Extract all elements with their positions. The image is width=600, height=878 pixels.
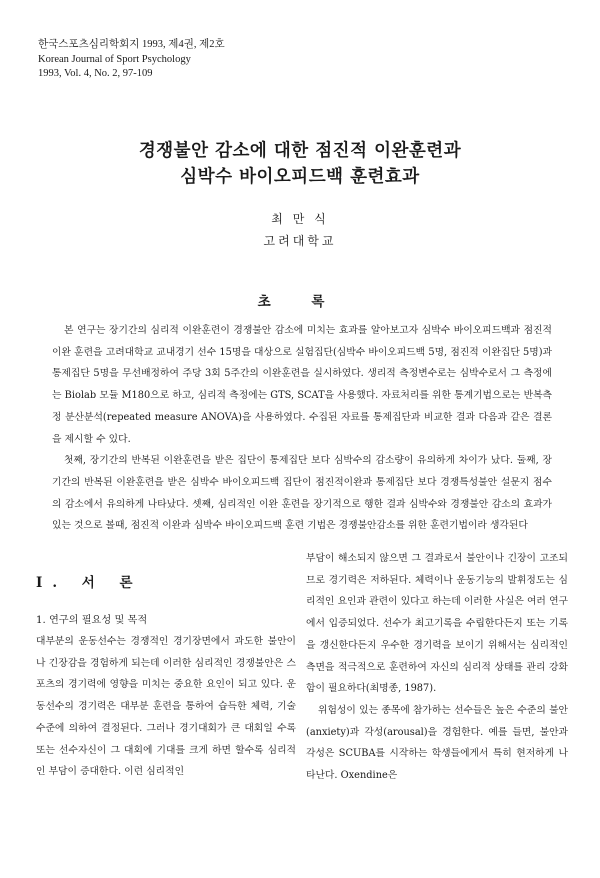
journal-volume: 1993, Vol. 4, No. 2, 97-109 [38,68,153,79]
author-affiliation: 고려대학교 [263,234,337,248]
paper-title-line-1: 경쟁불안 감소에 대한 점진적 이완훈련과 [138,141,462,161]
abstract-paragraph-2: 첫째, 장기간의 반복된 이완훈련을 받은 집단이 통제집단 보다 심박수의 감소량이 유의하게 차이가 났다. 둘째, 장기간의 반복된 이완훈련을 받은 심박수 바이오피드백 집단이 점진적이완과 통제집단 보다 경쟁특성불안 설문지 점수의 감소에서 유의하게 나타났다. 셋째, 심리적인 이완 훈련을 장기적으로 행한 결과 심박수와 경쟁불안 감소의 효과가 있는 것으로 볼때, 점진적 이완과 심박수 바이오피드백 훈련 기법은 경쟁불안감소를 위한 훈련기법이라 생각된다 [52,455,552,532]
right-column-body [306,548,568,787]
left-column-body [36,631,296,783]
right-column-paragraph-1: 부담이 해소되지 않으면 그 결과로서 불안이나 긴장이 고조되므로 경기력은 저하된다. 체력이나 운동기능의 발휘정도는 심리적인 요인과 관련이 있다고 하는데 이러한 사실은 여러 연구에서 입증되었다. 선수가 최고기록을 수립한다든지 또는 기록을 갱신한다든지 우수한 경기력을 보이기 위해서는 심리적인 측면을 적극적으로 훈련하여 자신의 심리적 상태를 관리 강화함이 필요하다(최명종, 1987). [306,553,568,695]
section-heading-introduction: Ⅰ. 서 론 [36,575,143,591]
right-column-paragraph-2: 위험성이 있는 종목에 참가하는 선수들은 높은 수준의 불안(anxiety)과 각성(arousal)을 경험한다. 예를 들면, 불안과 각성은 SCUBA를 시작하는 학생들에게서 특히 현저하게 나타난다. Oxendine은 [306,704,568,782]
author-name: 최 만 식 [271,212,329,226]
left-column-paragraph: 대부분의 운동선수는 경쟁적인 경기장면에서 과도한 불안이나 긴장감을 경험하게 되는데 이러한 심리적인 경쟁불안은 스포츠의 경기력에 영향을 미치는 중요한 요인이 되고 있다. 운동선수의 경기력은 대부분 훈련을 통하여 습득한 체력, 기술수준에 의하여 결정된다. 그러나 경기대회가 큰 대회일 수록 또는 선수자신이 그 대회에 기대를 크게 하면 할수록 심리적인 부담이 증대한다. 이런 심리적인 [36,636,296,778]
author-block [0,208,600,252]
abstract-paragraph-1: 본 연구는 장기간의 심리적 이완훈련이 경쟁불안 감소에 미치는 효과를 알아보고자 심박수 바이오피드백과 점진적 이완 훈련을 고려대학교 교내경기 선수 15명을 대상으로 실험집단(심박수 바이오피드백 5명, 점진적 이완집단 5명)과 통제집단 5명을 무선배정하여 주당 3회 5주간의 이완훈련을 실시하였다. 생리적 측정변수로는 심박수로서 그 측정에는 Biolab 모듈 M180으로 하고, 심리적 측정에는 GTS, SCAT을 사용했다. 자료처리를 위한 통계기법으로는 반복측정 분산분석(repeated measure ANOVA)을 사용하였다. 수집된 자료를 통제집단과 비교한 결과 다음과 같은 결론을 제시할 수 있다. [52,325,552,445]
subsection-heading: 1. 연구의 필요성 및 목적 [36,615,148,626]
journal-korean-name: 한국스포츠심리학회지 1993, 제4권, 제2호 [38,39,225,50]
abstract-heading: 초 록 [257,294,343,310]
paper-title-line-2: 심박수 바이오피드백 훈련효과 [180,167,420,187]
paper-title [0,138,600,190]
abstract [52,320,552,537]
journal-citation [38,38,225,82]
journal-english-name: Korean Journal of Sport Psychology [38,53,191,65]
